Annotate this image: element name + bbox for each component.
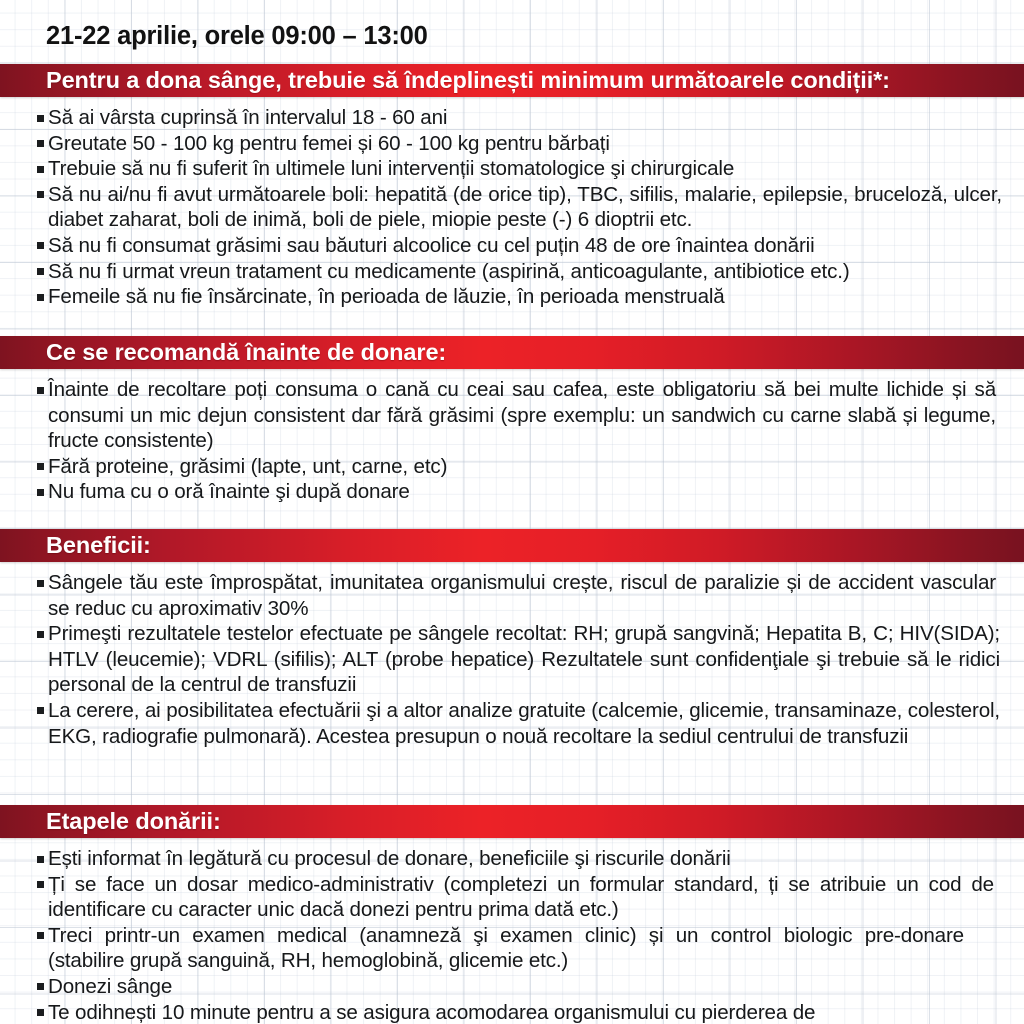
section-header-conditions [0,64,1024,97]
section-header-steps [0,805,1024,838]
list-item: La cerere, ai posibilitatea efectuării şi a altor analize gratuite (calcemie, glicemie, transaminaze, colesterol, EKG, radiografie pulmonară). Acestea presupun o nouă recoltare la sediul centrului de transfuzii [0,698,1024,749]
section-header-benefits [0,529,1024,562]
list-item: Ești informat în legătură cu procesul de donare, beneficiile şi riscurile donării [0,846,1024,872]
section-header-label: Ce se recomandă înainte de donare: [46,339,447,365]
list-item: Ți se face un dosar medico-administrativ (completezi un formular standard, ți se atribuie un cod de identificare cu caracter unic dacă donezi pentru prima dată etc.) [0,872,1024,923]
list-item: Să nu ai/nu fi avut următoarele boli: hepatită (de orice tip), TBC, sifilis, malarie, epilepsie, bruceloză, ulcer, diabet zaharat, boli de inimă, boli de piele, miopie peste (-) 6 dioptrii etc. [0,182,1024,233]
list-item: Nu fuma cu o oră înainte şi după donare [0,479,1024,505]
list-item: Donezi sânge [0,974,1024,1000]
section-header-recommendations [0,336,1024,369]
list-item: Să ai vârsta cuprinsă în intervalul 18 - 60 ani [0,105,1024,131]
list-item: Trebuie să nu fi suferit în ultimele luni intervenții stomatologice şi chirurgicale [0,156,1024,182]
section-header-label: Beneficii: [46,532,151,558]
list-item: Sângele tău este împrospătat, imunitatea organismului crește, riscul de paralizie și de accident vascular se reduc cu aproximativ 30% [0,570,1024,621]
list-item: Femeile să nu fie însărcinate, în perioada de lăuzie, în perioada menstruală [0,284,1024,310]
section-header-label: Etapele donării: [46,808,221,834]
list-item: Să nu fi urmat vreun tratament cu medicamente (aspirină, anticoagulante, antibiotice etc.) [0,259,1024,285]
bullet-list-recommendations [0,377,1024,505]
list-item: Înainte de recoltare poți consuma o cană cu ceai sau cafea, este obligatoriu să bei multe lichide și să consumi un mic dejun consistent dar fără grăsimi (spre exemplu: un sandwich cu carne slabă și legume, fructe consistente) [0,377,1024,454]
list-item: Te odihnești 10 minute pentru a se asigura acomodarea organismului cu pierderea de [0,1000,1024,1024]
list-item: Treci printr-un examen medical (anamneză şi examen clinic) și un control biologic pre-donare (stabilire grupă sanguină, RH, hemoglobină, glicemie etc.) [0,923,1024,974]
bullet-list-steps [0,846,1024,1024]
list-item: Primeşti rezultatele testelor efectuate pe sângele recoltat: RH; grupă sangvină; Hepatita B, C; HIV(SIDA); HTLV (leucemie); VDRL (sifilis); ALT (probe hepatice) Rezultatele sunt confidenţiale şi trebuie să le ridici personal de la centrul de transfuzii [0,621,1024,698]
bullet-list-benefits [0,570,1024,749]
list-item: Greutate 50 - 100 kg pentru femei și 60 - 100 kg pentru bărbați [0,131,1024,157]
list-item: Să nu fi consumat grăsimi sau băuturi alcoolice cu cel puțin 48 de ore înaintea donării [0,233,1024,259]
list-item: Fără proteine, grăsimi (lapte, unt, carne, etc) [0,454,1024,480]
page-title: 21-22 aprilie, orele 09:00 – 13:00 [46,22,428,50]
bullet-list-conditions [0,105,1024,310]
section-header-label: Pentru a dona sânge, trebuie să îndeplinești minimum următoarele condiții*: [46,67,890,93]
